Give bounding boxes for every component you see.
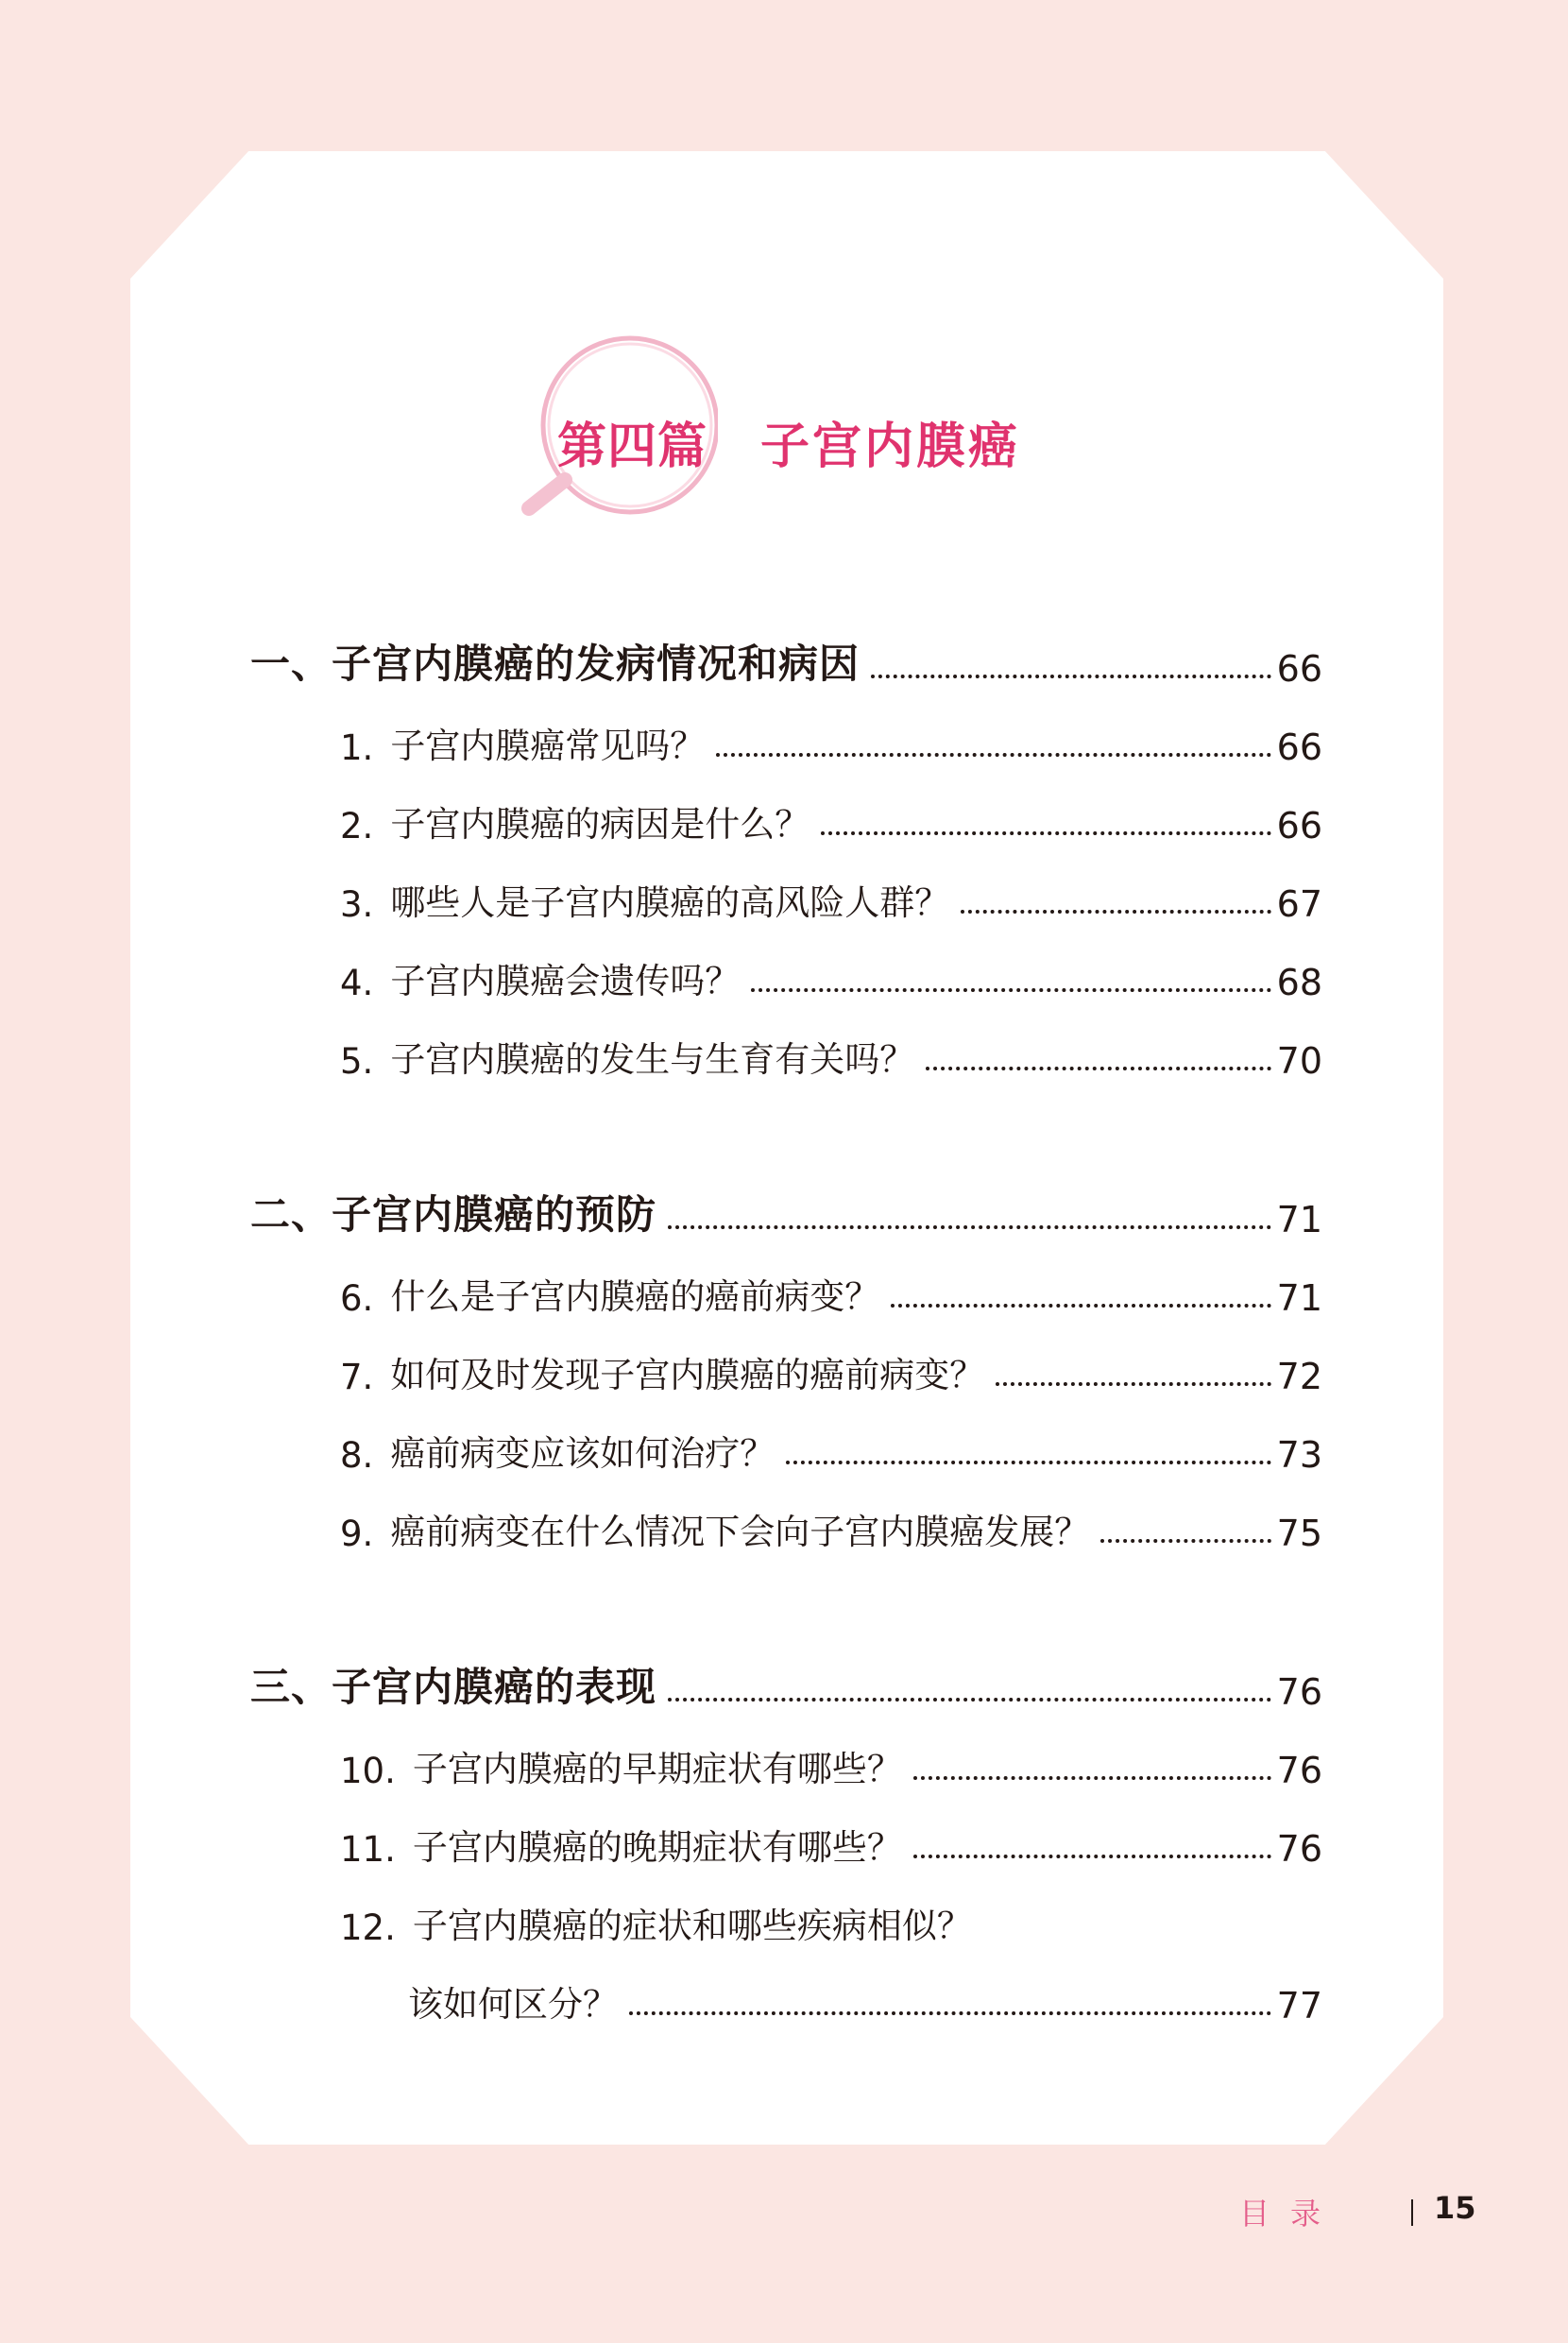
toc-item-8[interactable] xyxy=(340,1419,1322,1476)
page-number: 71 xyxy=(1276,1277,1322,1319)
dot-leader xyxy=(751,988,1270,992)
page-number: 72 xyxy=(1276,1356,1322,1397)
toc-item-4[interactable] xyxy=(340,947,1322,1003)
toc-item-9[interactable] xyxy=(340,1497,1322,1554)
part-title: 子宫内膜癌 xyxy=(760,419,1021,475)
toc-item-7[interactable] xyxy=(340,1341,1322,1397)
dot-leader xyxy=(961,910,1270,914)
dot-leader xyxy=(913,1776,1271,1780)
toc-item-10[interactable] xyxy=(340,1735,1322,1791)
item-number: 5. xyxy=(340,1041,374,1082)
dot-leader xyxy=(821,831,1270,835)
dot-leader xyxy=(913,1855,1271,1858)
item-number: 4. xyxy=(340,963,374,1003)
item-title: 子宫内膜癌的早期症状有哪些？ xyxy=(412,1749,902,1789)
dot-leader xyxy=(668,1698,1271,1702)
item-number: 9. xyxy=(340,1514,374,1554)
page-number: 68 xyxy=(1276,962,1322,1003)
toc-item-3[interactable] xyxy=(340,868,1322,925)
toc-item-5[interactable] xyxy=(340,1025,1322,1082)
page-number: 67 xyxy=(1276,883,1322,925)
item-number: 2. xyxy=(340,806,374,847)
toc-section-2[interactable] xyxy=(250,1184,1322,1240)
toc-item-1[interactable] xyxy=(340,711,1322,768)
dot-leader xyxy=(1100,1539,1270,1543)
toc-item-2[interactable] xyxy=(340,790,1322,847)
item-title: 什么是子宫内膜癌的癌前病变？ xyxy=(390,1276,880,1317)
toc-item-6[interactable] xyxy=(340,1262,1322,1319)
dot-leader xyxy=(891,1304,1270,1308)
page-number: 76 xyxy=(1276,1828,1322,1870)
page-number: 76 xyxy=(1276,1671,1322,1713)
page-number: 66 xyxy=(1276,727,1322,768)
toc-item-11[interactable] xyxy=(340,1813,1322,1870)
part-number: 第四篇 xyxy=(557,419,708,475)
page-number: 70 xyxy=(1276,1040,1322,1082)
page-number: 66 xyxy=(1276,648,1322,690)
item-title: 子宫内膜癌的晚期症状有哪些？ xyxy=(412,1827,902,1868)
item-number: 1. xyxy=(340,727,374,768)
section-title: 二、子宫内膜癌的预防 xyxy=(250,1191,657,1238)
page-number: 71 xyxy=(1276,1199,1322,1240)
footer-divider xyxy=(1411,2199,1413,2226)
item-title: 子宫内膜癌会遗传吗？ xyxy=(390,961,741,1001)
toc-section-3[interactable] xyxy=(250,1656,1322,1713)
page-number: 73 xyxy=(1276,1434,1322,1476)
section-title: 三、子宫内膜癌的表现 xyxy=(250,1664,657,1710)
item-title: 癌前病变应该如何治疗？ xyxy=(390,1433,775,1474)
page-number: 75 xyxy=(1276,1513,1322,1554)
item-title-continuation: 该如何区分？ xyxy=(408,1984,618,2025)
section-title: 一、子宫内膜癌的发病情况和病因 xyxy=(250,641,861,687)
dot-leader xyxy=(668,1225,1271,1229)
toc-item-12-continuation[interactable] xyxy=(340,1970,1322,2027)
dot-leader xyxy=(786,1461,1270,1464)
dot-leader xyxy=(716,753,1270,757)
item-number: 7. xyxy=(340,1357,374,1397)
toc-section-1[interactable] xyxy=(250,633,1322,690)
item-title: 子宫内膜癌的病因是什么？ xyxy=(390,804,810,845)
dot-leader xyxy=(629,2011,1271,2015)
item-number: 10. xyxy=(340,1751,396,1791)
dot-leader xyxy=(871,675,1271,678)
item-title: 子宫内膜癌的发生与生育有关吗？ xyxy=(390,1039,915,1080)
item-title: 哪些人是子宫内膜癌的高风险人群？ xyxy=(390,882,950,923)
item-number: 3. xyxy=(340,884,374,925)
toc-item-12[interactable] xyxy=(340,1891,1322,1948)
page-number: 77 xyxy=(1276,1985,1322,2027)
item-title: 子宫内膜癌常见吗？ xyxy=(390,726,706,766)
item-title: 子宫内膜癌的症状和哪些疾病相似？ xyxy=(412,1906,972,1946)
footer-page-number: 15 xyxy=(1434,2190,1476,2226)
item-number: 11. xyxy=(340,1829,396,1870)
item-title: 如何及时发现子宫内膜癌的癌前病变？ xyxy=(390,1355,985,1395)
footer-section-label: 目录 xyxy=(1239,2196,1342,2232)
item-number: 8. xyxy=(340,1435,374,1476)
page-number: 66 xyxy=(1276,805,1322,847)
dot-leader xyxy=(996,1382,1270,1386)
item-number: 12. xyxy=(340,1907,396,1948)
part-header xyxy=(510,331,1171,520)
page-number: 76 xyxy=(1276,1750,1322,1791)
item-number: 6. xyxy=(340,1278,374,1319)
dot-leader xyxy=(926,1067,1270,1070)
item-title: 癌前病变在什么情况下会向子宫内膜癌发展？ xyxy=(390,1512,1090,1552)
